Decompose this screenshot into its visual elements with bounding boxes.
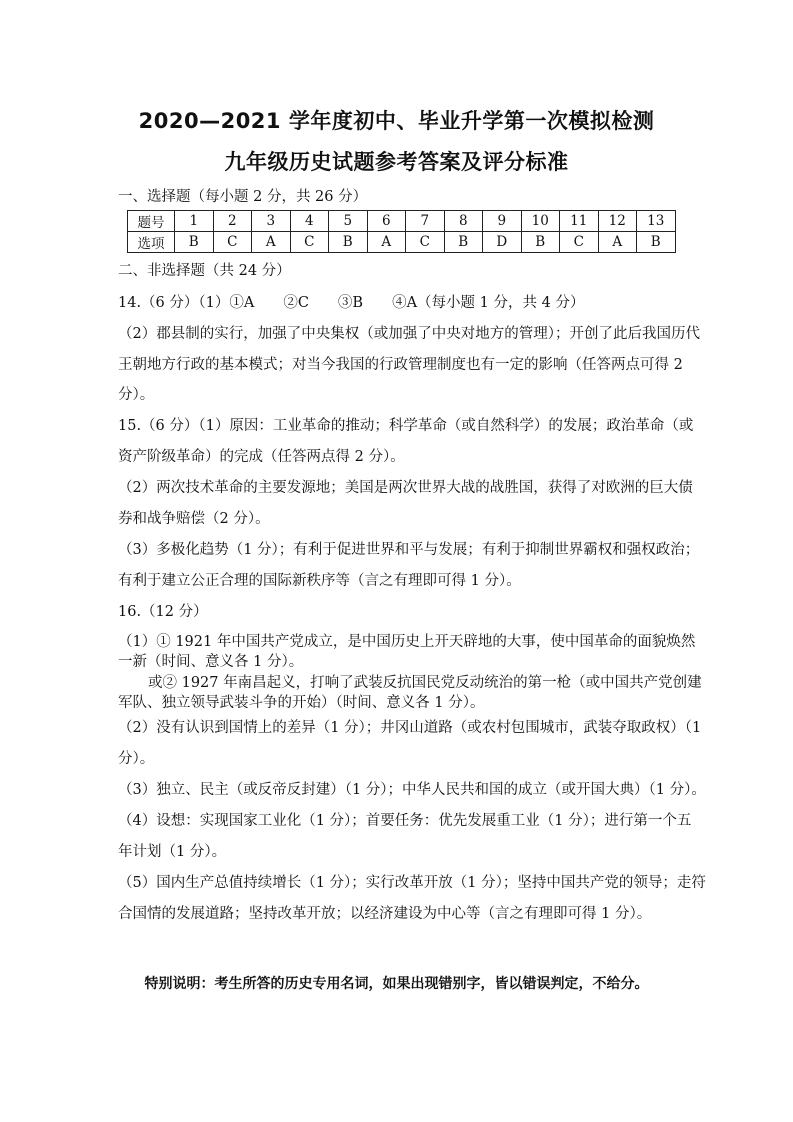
q16-line: 年计划（1 分）。 bbox=[118, 844, 227, 860]
answer-cell: C bbox=[290, 232, 329, 253]
row-label-answer: 选项 bbox=[128, 232, 175, 253]
answer-cell: C bbox=[560, 232, 599, 253]
section2-heading: 二、非选择题（共 24 分） bbox=[118, 263, 291, 279]
answer-cell: B bbox=[329, 232, 368, 253]
q15-line: 资产阶级革命）的完成（任答两点得 2 分）。 bbox=[118, 449, 405, 465]
answer-cell: D bbox=[483, 232, 522, 253]
question-number: 3 bbox=[252, 211, 291, 232]
table-row-answers bbox=[128, 232, 676, 253]
section1-heading: 一、选择题（每小题 2 分，共 26 分） bbox=[118, 189, 368, 205]
table-row-numbers bbox=[128, 211, 676, 232]
answer-cell: A bbox=[367, 232, 406, 253]
q16-line: 分）。 bbox=[118, 751, 155, 767]
question-number: 6 bbox=[367, 211, 406, 232]
answer-cell: A bbox=[252, 232, 291, 253]
q14-line: 分）。 bbox=[118, 387, 155, 403]
question-number: 7 bbox=[406, 211, 445, 232]
q16-line: （5）国内生产总值持续增长（1 分）；实行改革开放（1 分）；坚持中国共产党的领导；走符 bbox=[118, 875, 706, 891]
q16-line: 一新（时间、意义各 1 分）。 bbox=[118, 654, 304, 670]
question-number: 9 bbox=[483, 211, 522, 232]
row-label-number: 题号 bbox=[128, 211, 175, 232]
q15-line: （2）两次技术革命的主要发源地；美国是两次世界大战的战胜国，获得了对欧洲的巨大债 bbox=[118, 480, 693, 496]
question-number: 2 bbox=[213, 211, 252, 232]
q16-line: （2）没有认识到国情上的差异（1 分）；井冈山道路（或农村包围城市，武装夺取政权）（1 bbox=[118, 720, 702, 736]
q16-line: （1）① 1921 年中国共产党成立，是中国历史上开天辟地的大事，使中国革命的面貌焕然 bbox=[118, 634, 696, 650]
answer-cell: B bbox=[637, 232, 676, 253]
answer-cell: B bbox=[521, 232, 560, 253]
question-number: 10 bbox=[521, 211, 560, 232]
q15-line: 15.（6 分）（1）原因：工业革命的推动；科学革命（或自然科学）的发展；政治革命（或 bbox=[118, 418, 694, 434]
document-subtitle: 九年级历史试题参考答案及评分标准 bbox=[224, 150, 569, 174]
answer-cell: B bbox=[175, 232, 214, 253]
question-number: 1 bbox=[175, 211, 214, 232]
q14-line: 14.（6 分）（1）①A ②C ③B ④A（每小题 1 分，共 4 分） bbox=[118, 295, 585, 311]
document-title: 2020—2021 学年度初中、毕业升学第一次模拟检测 bbox=[138, 109, 655, 133]
question-number: 5 bbox=[329, 211, 368, 232]
answer-cell: C bbox=[406, 232, 445, 253]
answer-cell: B bbox=[444, 232, 483, 253]
q16-line: （3）独立、民主（或反帝反封建）（1 分）；中华人民共和国的成立（或开国大典）（1 分）。 bbox=[118, 782, 706, 798]
q14-line: （2）郡县制的实行，加强了中央集权（或加强了中央对地方的管理）；开创了此后我国历代 bbox=[118, 326, 700, 342]
question-number: 11 bbox=[560, 211, 599, 232]
answer-cell: C bbox=[213, 232, 252, 253]
question-number: 8 bbox=[444, 211, 483, 232]
question-number: 12 bbox=[598, 211, 637, 232]
question-number: 4 bbox=[290, 211, 329, 232]
q15-line: 有利于建立公正合理的国际新秩序等（言之有理即可得 1 分）。 bbox=[118, 573, 521, 589]
q16-line: 或② 1927 年南昌起义，打响了武装反抗国民党反动统治的第一枪（或中国共产党创建 bbox=[148, 675, 702, 691]
q16-line: （4）设想：实现国家工业化（1 分）；首要任务：优先发展重工业（1 分）；进行第一个五 bbox=[118, 813, 692, 829]
q16-line: 军队、独立领导武装斗争的开始）（时间、意义各 1 分）。 bbox=[118, 695, 485, 711]
q15-line: 券和战争赔偿（2 分）。 bbox=[118, 511, 270, 527]
special-note: 特别说明：考生所答的历史专用名词，如果出现错别字，皆以错误判定，不给分。 bbox=[144, 976, 649, 992]
question-number: 13 bbox=[637, 211, 676, 232]
q16-line: 16.（12 分） bbox=[118, 604, 208, 620]
answer-table bbox=[127, 210, 676, 253]
q14-line: 王朝地方行政的基本模式；对当今我国的行政管理制度也有一定的影响（任答两点可得 2 bbox=[118, 357, 683, 373]
answer-cell: A bbox=[598, 232, 637, 253]
q16-line: 合国情的发展道路；坚持改革开放；以经济建设为中心等（言之有理即可得 1 分）。 bbox=[118, 906, 652, 922]
q15-line: （3）多极化趋势（1 分）；有利于促进世界和平与发展；有利于抑制世界霸权和强权政治； bbox=[118, 542, 700, 558]
